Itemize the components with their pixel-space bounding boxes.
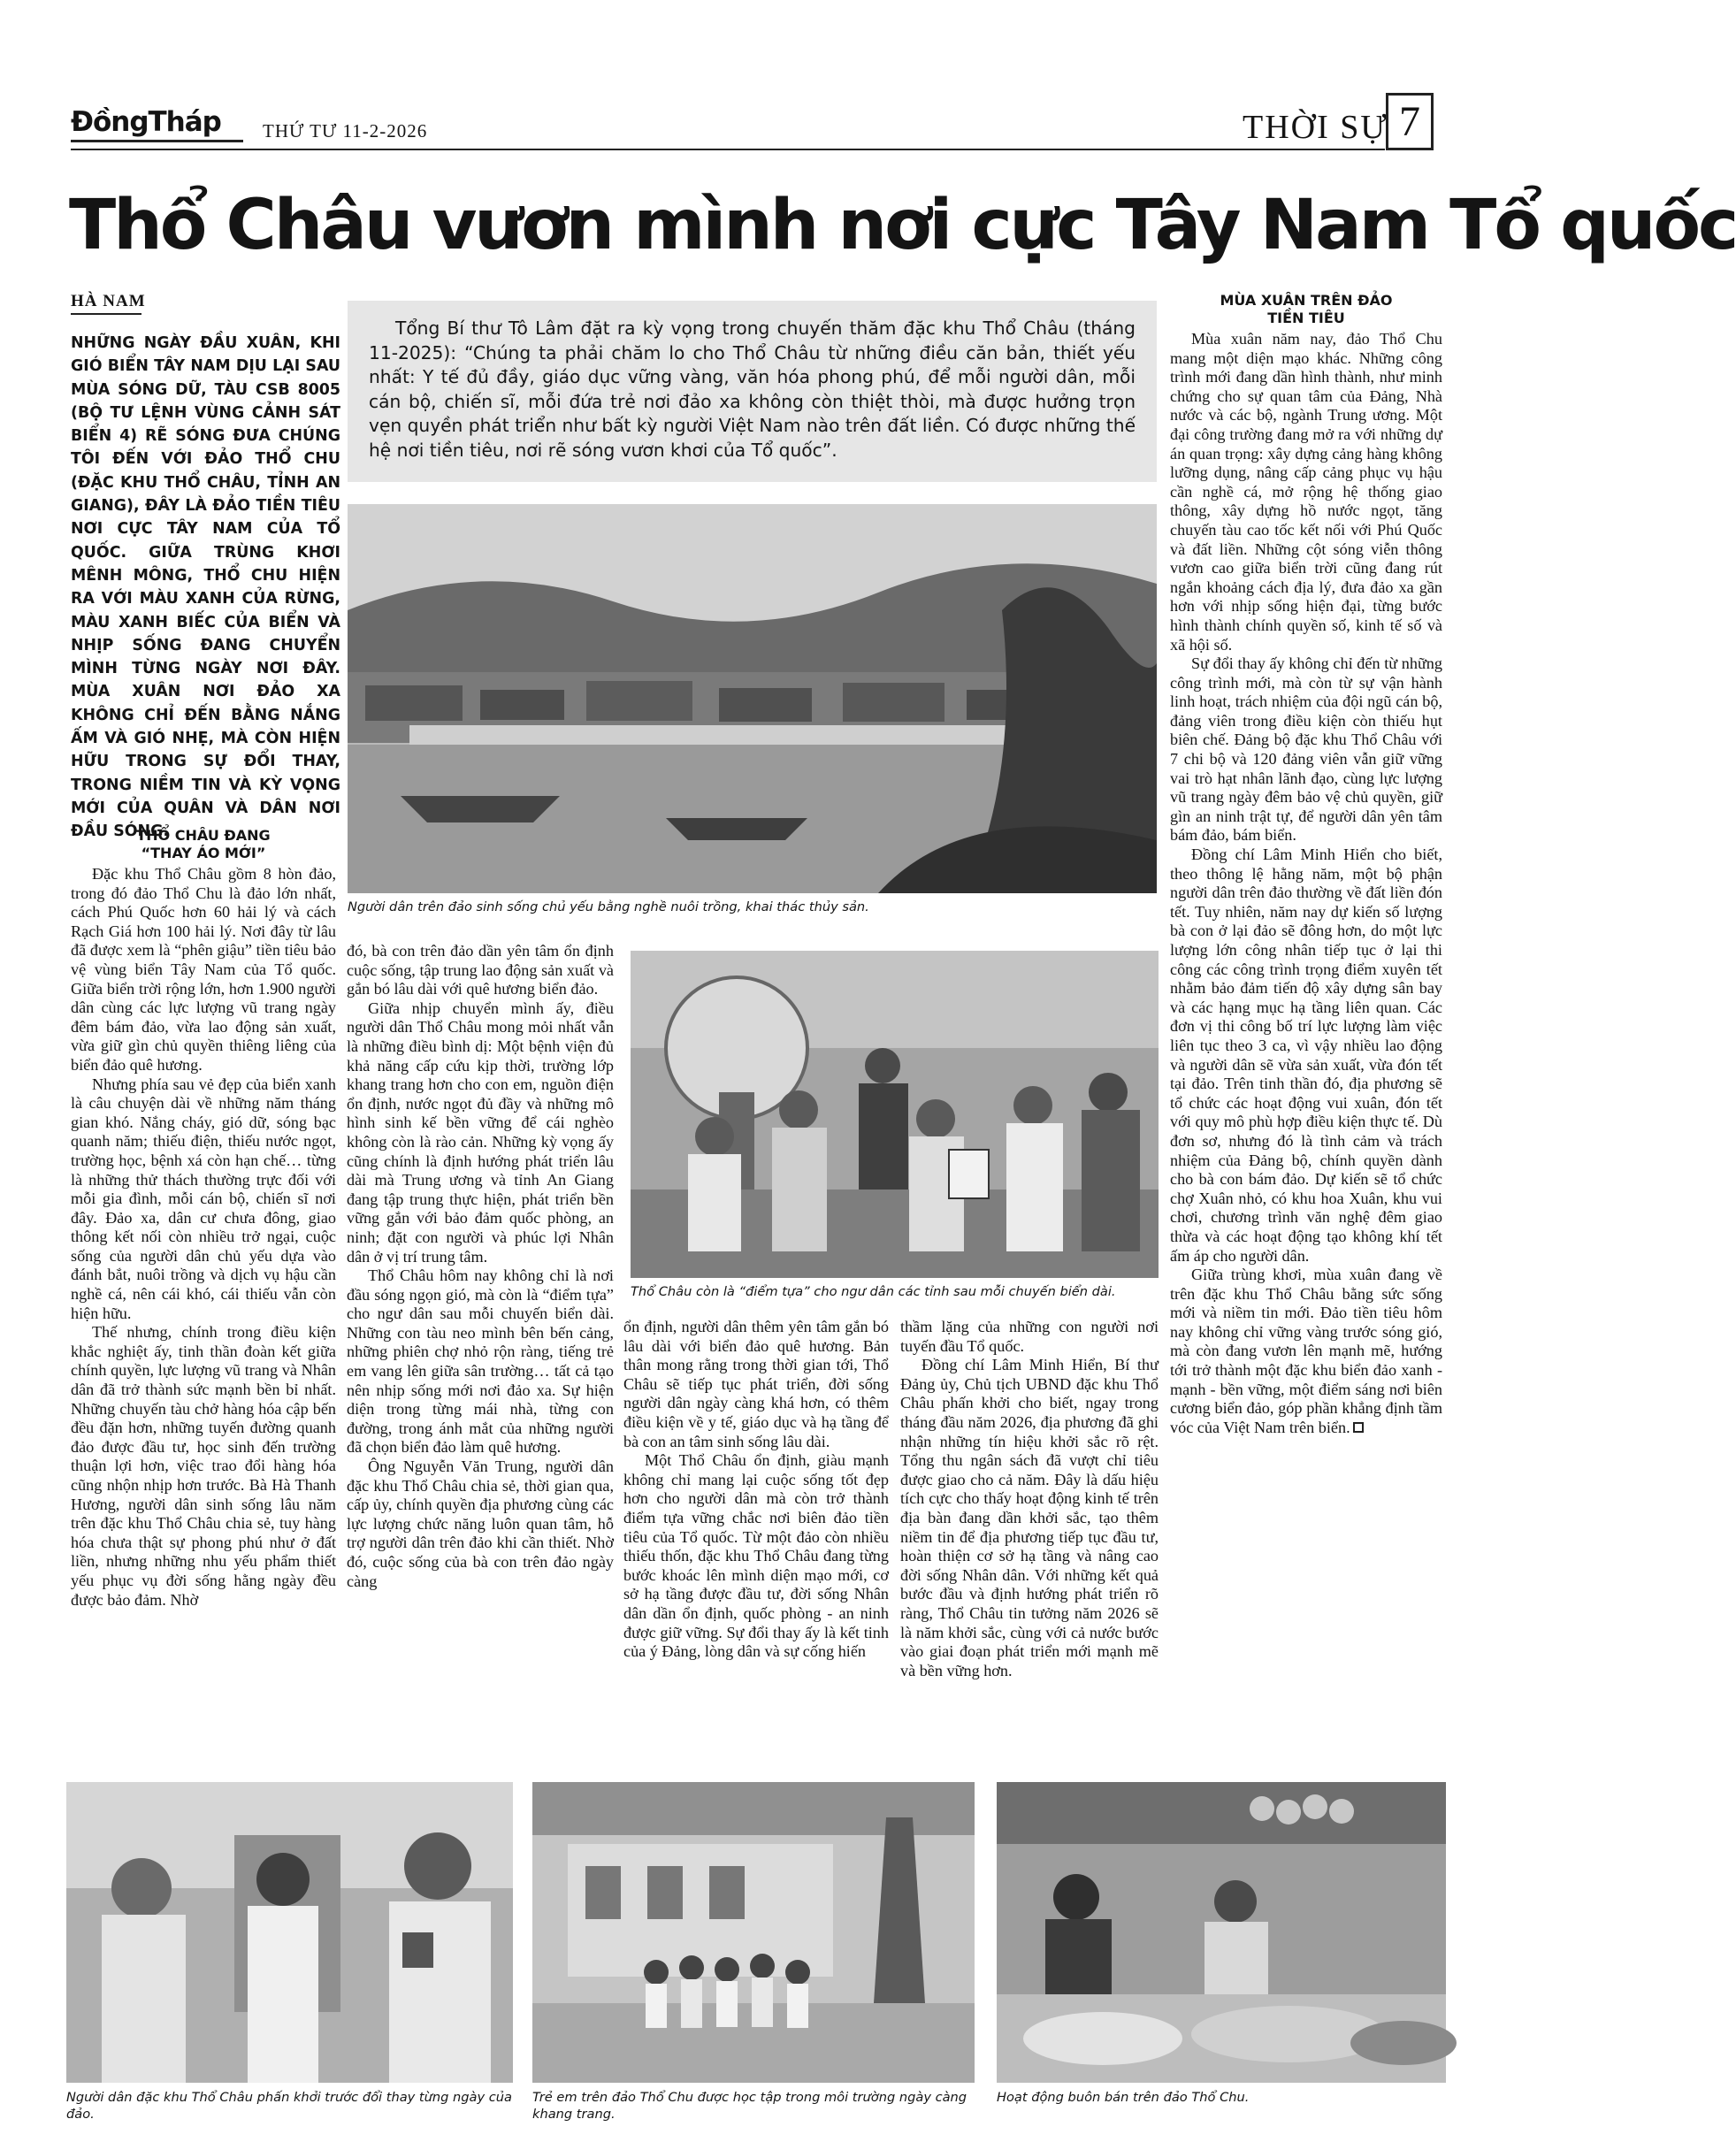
caption-children: Trẻ em trên đảo Thổ Chu được học tập trong môi trường ngày càng khang trang. [532,2090,967,2122]
text-column-2 [347,942,614,1591]
paragraph: Nhưng phía sau vẻ đẹp của biển xanh là câu chuyện dài về những năm tháng gian khó. Nắng cháy, gió dữ, sóng bạc quanh năm; thiếu điện, thiếu nước ngọt, trường học, bệnh xá còn hạn chế… từng là những thử thách thường trực đối với mỗi gia đình, mỗi cán bộ, chiến sĩ nơi đây. Đảo xa, dân cư chưa đông, giao thông kết nối còn nhiều trở ngại, cuộc sống của người dân chủ yếu dựa vào đánh bắt, nuôi trồng và dịch vụ hậu cần nghề cá, nên cái khó, cái thiếu vẫn còn hiện hữu. [71,1075,336,1322]
harbor-image [348,504,1157,893]
paragraph [1170,1266,1442,1437]
paragraph: thầm lặng của những con người nơi tuyến đầu Tổ quốc. [900,1318,1159,1355]
subheading-left [71,827,336,862]
subheading-right [1170,292,1442,327]
photo-children [532,1782,975,2083]
paragraph: đó, bà con trên đảo dần yên tâm ổn định cuộc sống, tập trung lao động sản xuất và gắn bó lâu dài với quê hương biển đảo. [347,942,614,998]
market-image [997,1782,1446,2083]
residents-image [66,1782,513,2083]
page-number-text: 7 [1399,98,1420,145]
photo-officers [631,951,1159,1278]
text-column-1 [71,827,336,1610]
paragraph: Thổ Châu hôm nay không chỉ là nơi đầu sóng ngọn gió, mà còn là “điểm tựa” cho ngư dân sau mỗi chuyến biển dài. Những con tàu neo mình bên bến cảng, những phiên chợ nhỏ rộn ràng, tiếng trẻ em vang lên giữa sân trường… tất cả tạo nên nhịp sống mới nơi đảo xa. Sự hiện diện trong từng mái nhà, từng con đường, trong ánh mắt của những người đã chọn biển đảo làm quê hương. [347,1266,614,1457]
article-lead [71,332,340,844]
logo-underline [71,140,243,142]
paragraph: ổn định, người dân thêm yên tâm gắn bó lâu dài với biển đảo quê hương. Bản thân mong rằng trong thời gian tới, Thổ Châu sẽ tiếp tục phát triển, đời sống người dân ngày càng khá hơn, có thêm điều kiện về y tế, giáo dục và hạ tầng để bà con an tâm sinh sống lâu dài. [623,1318,889,1450]
paragraph: Ông Nguyễn Văn Trung, người dân đặc khu Thổ Châu chia sẻ, thời gian qua, cấp ủy, chính quyền địa phương cùng các lực lượng chức năng luôn quan tâm, hỗ trợ người dân trên đảo khi cần thiết. Nhờ đó, cuộc sống của bà con trên đảo ngày càng [347,1457,614,1590]
section-label: THỜI SỰ [1243,109,1388,146]
paragraph: Đặc khu Thổ Châu gồm 8 hòn đảo, trong đó đảo Thổ Chu là đảo lớn nhất, cách Phú Quốc hơn 60 hải lý và cách Rạch Giá hơn 100 hải lý. Nơi đây từ lâu đã được xem là “phên giậu” tiền tiêu bảo vệ vùng biển Tây Nam của Tổ quốc. Giữa biển trời rộng lớn, hơn 1.900 người dân cùng các lực lượng vũ trang ngày đêm bám đảo, vừa lao động sản xuất, vừa giữ gìn chủ quyền thiêng liêng của biển đảo quê hương. [71,865,336,1074]
closing-paragraph-text: Giữa trùng khơi, mùa xuân đang về trên đặc khu Thổ Châu bằng sức sống mới và niềm tin mới. Đảo tiền tiêu hôm nay không chỉ vững vàng trước sóng gió, mà còn đang vươn lên mạnh mẽ, hướng tới trở thành một đặc khu biển đảo xanh - mạnh - bền vững, một điểm sáng nơi biên cương biển đảo, góp phần khẳng định tầm vóc của Việt Nam trên biển. [1170,1266,1442,1436]
children-image [532,1782,975,2083]
subheading-left-line-1: THỔ CHÂU ĐANG [136,827,271,844]
subheading-left-line-2: “THAY ÁO MỚI” [141,845,266,861]
paragraph: Mùa xuân năm nay, đảo Thổ Chu mang một diện mạo khác. Những công trình mới đang dần hình thành, như minh chứng cho sự quan tâm của Đảng, Nhà nước và các bộ, ngành Trung ương. Một đại công trường đang mở ra với những dự án quan trọng: xây dựng cảng hàng không lưỡng dụng, nâng cấp cảng phục vụ hậu cần nghề cá, mở rộng hệ thống giao thông, xây dựng hồ nước ngọt, tăng chuyến tàu cao tốc kết nối với Phú Quốc và đất liền. Những cột sóng viễn thông vươn cao giữa biển trời cũng đang rút ngắn khoảng cách địa lý, đưa đảo xa gần hơn với nhịp sống hiện đại, từng bước hình thành chính quyền số, kinh tế số và xã hội số. [1170,330,1442,654]
paragraph: Thế nhưng, chính trong điều kiện khắc nghiệt ấy, tinh thần đoàn kết giữa chính quyền, lực lượng vũ trang và Nhân dân đã trở thành sức mạnh bền bỉ nhất. Những chuyến tàu chở hàng hóa cập bến đều đặn hơn, những tuyến đường quanh đảo được đầu tư, học sinh đến trường thuận lợi hơn, việc trao đổi hàng hóa cũng nhộn nhịp hơn trước. Bà Hà Thanh Hương, người dân sinh sống lâu năm trên đặc khu Thổ Châu chia sẻ, tuy hàng hóa chưa thật sự phong phú như ở đất liền, nhưng những nhu yếu phẩm thiết yếu phục vụ đời sống hằng ngày đều được bảo đảm. Nhờ [71,1323,336,1609]
paragraph: Một Thổ Châu ổn định, giàu mạnh không chỉ mang lại cuộc sống tốt đẹp hơn cho người dân mà còn trở thành điểm tựa vững chắc nơi biên đảo tiền tiêu của Tổ quốc. Từ một đảo còn nhiều thiếu thốn, đặc khu Thổ Châu đang từng bước khoác lên mình diện mạo mới, cơ sở hạ tầng được đầu tư, đời sống Nhân dân dần ổn định, quốc phòng - an ninh được giữ vững. Sự đổi thay ấy là kết tinh của ý Đảng, lòng dân và sự cống hiến [623,1451,889,1661]
newspaper-logo: ĐồngTháp [71,106,221,138]
text-column-5 [1170,292,1442,1437]
subheading-right-line-2: TIỀN TIÊU [1267,310,1345,326]
byline: HÀ NAM [71,292,146,310]
caption-residents: Người dân đặc khu Thổ Châu phấn khởi trước đổi thay từng ngày của đảo. [66,2090,512,2122]
end-of-article-mark [1353,1422,1364,1433]
paragraph: Đồng chí Lâm Minh Hiển cho biết, theo thông lệ hằng năm, một bộ phận người dân trên đảo thường về đất liền đón tết. Tuy nhiên, năm nay dự kiến số lượng bà con ở lại đảo sẽ đông hơn, do một lực lượng lớn công nhân tiếp tục ở lại thi công các công trình trọng điểm xuyên tết nhằm bảo đảm tiến độ xây dựng sân bay và các hạng mục hạ tầng liên quan. Các đơn vị thi công bố trí lực lượng làm việc liên tục theo 3 ca, vì vậy nhiều lao động và người dân sẽ vừa sản xuất, vừa đón tết tại đảo. Trên tinh thần đó, địa phương sẽ tổ chức các hoạt động vui xuân, đón tết với quy mô phù hợp điều kiện thực tế. Dù đơn sơ, nhưng đó là tình cảm và trách nhiệm của Đảng bộ, chính quyền dành cho bà con bám đảo. Dự kiến sẽ tổ chức chợ Xuân nhỏ, có khu hoa Xuân, khu vui chơi, chương trình văn nghệ đêm giao thừa và các hoạt động tạo không khí tết ấm áp cho người dân. [1170,845,1442,1265]
byline-underline [71,313,141,315]
masthead-rule [71,149,1385,150]
page-number [1386,93,1434,150]
article-headline: Thổ Châu vươn mình nơi cực Tây Nam Tổ quốc [69,186,1736,265]
caption-officers: Thổ Châu còn là “điểm tựa” cho ngư dân các tỉnh sau mỗi chuyến biển dài. [631,1284,1116,1299]
caption-market: Hoạt động buôn bán trên đảo Thổ Chu. [997,2090,1250,2105]
text-column-4 [900,1318,1159,1680]
paragraph: Sự đổi thay ấy không chỉ đến từ những công trình mới, mà còn từ sự vận hành linh hoạt, trách nhiệm của đội ngũ cán bộ, đảng viên trong điều kiện còn thiếu hụt biên chế. Đảng bộ đặc khu Thổ Châu với 7 chi bộ và 120 đảng viên vẫn giữ vững vai trò hạt nhân lãnh đạo, cùng lực lượng vũ trang ngày đêm bảo vệ chủ quyền, giữ gìn an ninh trật tự, để người dân yên tâm bám đảo, bám biển. [1170,654,1442,845]
issue-date: THỨ TƯ 11-2-2026 [263,120,428,142]
officers-image [631,951,1159,1278]
subheading-right-line-1: MÙA XUÂN TRÊN ĐẢO [1220,292,1393,309]
paragraph: Giữa nhịp chuyển mình ấy, điều người dân Thổ Châu mong mỏi nhất vẫn là những điều bình dị: Một bệnh viện đủ khả năng cấp cứu kịp thời, trường lớp khang trang hơn cho con em, nguồn điện ổn định, nước ngọt đủ đầy và những mô hình sinh kế bền vững để cái nghèo không còn là rào cản. Những kỳ vọng ấy cũng chính là định hướng phát triển lâu dài mà Trung ương và tỉnh An Giang đang tập trung thực hiện, phát triển bền vững gắn với bảo đảm quốc phòng, an ninh; đặt con người và phúc lợi Nhân dân ở vị trí trung tâm. [347,998,614,1266]
pull-quote-box [348,301,1157,482]
caption-harbor: Người dân trên đảo sinh sống chủ yếu bằng nghề nuôi trồng, khai thác thủy sản. [348,899,869,914]
pull-quote-text: Tổng Bí thư Tô Lâm đặt ra kỳ vọng trong chuyến thăm đặc khu Thổ Châu (tháng 11-2025): “Chúng ta phải chăm lo cho Thổ Châu từ những điều căn bản, thiết yếu nhất: Y tế đủ đầy, giáo dục vững vàng, văn hóa phong phú, để mỗi người dân, mỗi cán bộ, chiến sĩ, mỗi đứa trẻ nơi đảo xa không còn thiệt thòi, mà được hưởng trọn vẹn quyền phát triển như bất kỳ người Việt Nam nào trên đất liền. Có được những thế hệ nơi tiền tiêu, nơi rẽ sóng vươn khơi của Tổ quốc”. [369,317,1136,461]
text-column-3 [623,1318,889,1662]
article-lead-text: NHỮNG NGÀY ĐẦU XUÂN, KHI GIÓ BIỂN TÂY NAM DỊU LẠI SAU MÙA SÓNG DỮ, TÀU CSB 8005 (BỘ TƯ LỆNH VÙNG CẢNH SÁT BIỂN 4) RẼ SÓNG ĐƯA CHÚNG TÔI ĐẾN VỚI ĐẢO THỔ CHU (ĐẶC KHU THỔ CHÂU, TỈNH AN GIANG), ĐÂY LÀ ĐẢO TIỀN TIÊU NƠI CỰC TÂY NAM CỦA TỔ QUỐC. GIỮA TRÙNG KHƠI MÊNH MÔNG, THỔ CHU HIỆN RA VỚI MÀU XANH CỦA RỪNG, MÀU XANH BIẾC CỦA BIỂN VÀ NHỊP SỐNG ĐANG CHUYỂN MÌNH TỪNG NGÀY NƠI ĐÂY. MÙA XUÂN NƠI ĐẢO XA KHÔNG CHỈ ĐẾN BẰNG NẮNG ẤM VÀ GIÓ NHẸ, MÀ CÒN HIỆN HỮU TRONG SỰ ĐỔI THAY, TRONG NIỀM TIN VÀ KỲ VỌNG MỚI CỦA QUÂN VÀ DÂN NƠI ĐẦU SÓNG. [71,334,340,841]
photo-harbor [348,504,1157,893]
photo-market [997,1782,1446,2083]
paragraph: Đồng chí Lâm Minh Hiển, Bí thư Đảng ủy, Chủ tịch UBND đặc khu Thổ Châu phấn khởi cho biết, ngay trong tháng đầu năm 2026, địa phương đã ghi nhận những tín hiệu khởi sắc rõ rệt. Tổng thu ngân sách đã vượt chỉ tiêu được giao cho cả năm. Đây là dấu hiệu tích cực cho thấy hoạt động kinh tế trên địa bàn đang dần khởi sắc, tạo thêm niềm tin để địa phương tiếp tục đầu tư, hoàn thiện cơ sở hạ tầng và nâng cao đời sống Nhân dân. Với những kết quả bước đầu và định hướng phát triển rõ ràng, Thổ Châu tin tưởng năm 2026 sẽ là năm khởi sắc, cùng với cả nước bước vào giai đoạn phát triển mới mạnh mẽ và bền vững hơn. [900,1356,1159,1679]
photo-residents [66,1782,513,2083]
